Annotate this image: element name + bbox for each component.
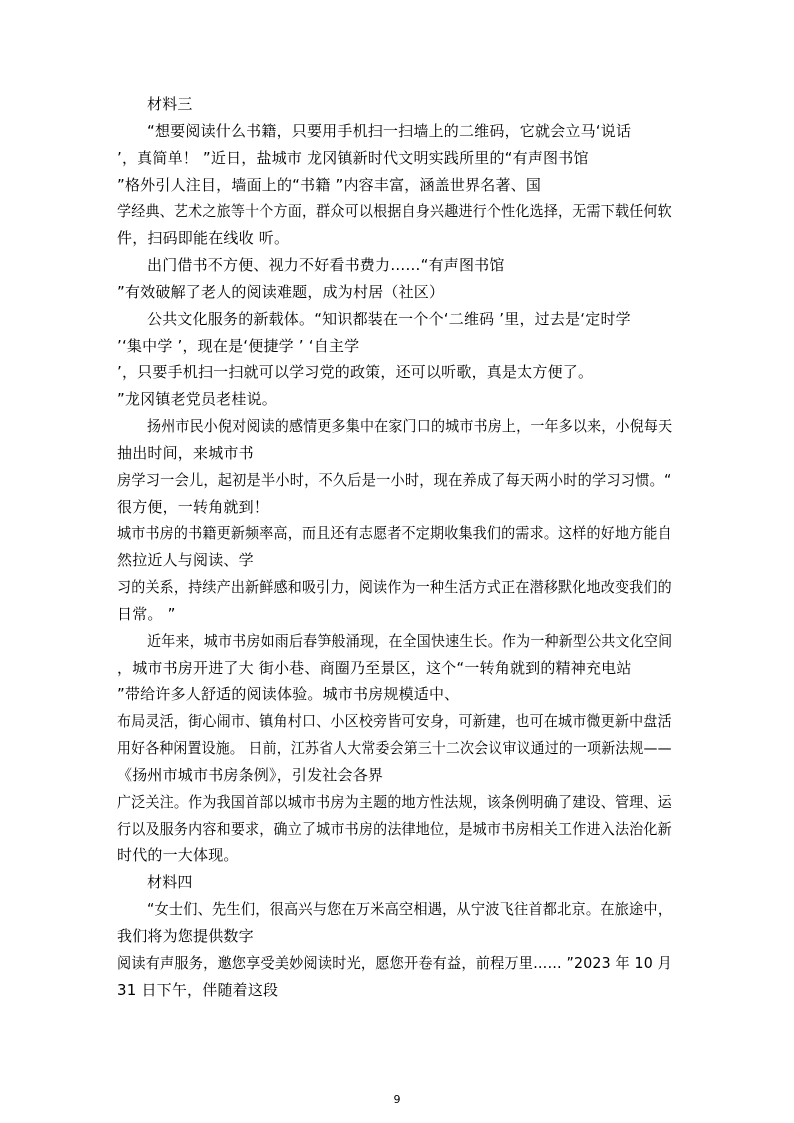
text-line: 近年来，城市书房如雨后春笋般涌现，在全国快速生长。作为一种新型公共文化空间 [147,632,673,650]
text-line: 31 日下午，伴随着这段 [117,981,279,999]
text-line: ”带给许多人舒适的阅读体验。城市书房规模适中、 [117,685,460,703]
page-number: 9 [393,1093,401,1106]
text-line: 件，扫码即能在线收 听。 [117,229,290,247]
text-line: 很方便，一转角就到！ [117,498,270,516]
text-line: ’，真简单！ ”近日，盐城市 龙冈镇新时代文明实践所里的“有声图书馆 [117,149,589,167]
text-line: 阅读有声服务，邀您享受美妙阅读时光，愿您开卷有益，前程万里…… ”2023 年 10 月 [117,954,672,972]
text-line: ”格外引人注目，墙面上的“书籍 ”内容丰富，涵盖世界名著、国 [117,176,542,194]
text-line: “女士们、先生们，很高兴与您在万米高空相遇，从宁波飞往首都北京。在旅途中， [147,900,673,918]
text-line: 我们将为您提供数字 [117,927,254,945]
text-line: 扬州市民小倪对阅读的感情更多集中在家门口的城市书房上，一年多以来，小倪每天 [147,417,673,435]
text-line: “想要阅读什么书籍，只要用手机扫一扫墙上的二维码，它就会立马‘说话 [147,122,632,140]
text-line: 公共文化服务的新载体。“知识都装在一个个‘二维码 ’里，过去是‘定时学 [147,310,631,328]
text-line: 抽出时间，来城市书 [117,444,254,462]
text-line: 房学习一会儿，起初是半小时，不久后是一小时，现在养成了每天两小时的学习习惯。“ [117,471,672,489]
text-line: 时代的一大体现。 [117,846,239,864]
text-line: 日常。 ” [117,605,176,623]
text-line: 布局灵活，街心闹市、镇角村口、小区校旁皆可安身，可新建，也可在城市微更新中盘活 [117,712,672,730]
text-line: 出门借书不方便、视力不好看书费力……“有声图书馆 [147,256,505,274]
text-line: ’，只要手机扫一扫就可以学习党的政策，还可以听歌，真是太方便了。 [117,363,594,381]
text-line: ”龙冈镇老党员老桂说。 [117,390,277,408]
text-line: 广泛关注。作为我国首部以城市书房为主题的地方性法规，该条例明确了建设、管理、运 [117,793,672,811]
text-line: 材料三 [147,95,193,113]
text-line: 习的关系，持续产出新鲜感和吸引力，阅读作为一种生活方式正在潜移默化地改变我们的 [117,578,672,596]
text-line: ’‘集中学 ’，现在是‘便捷学 ’ ‘自主学 [117,337,360,355]
text-line: 《扬州市城市书房条例》，引发社会各界 [117,766,384,784]
text-line: 用好各种闲置设施。 日前，江苏省人大常委会第三十二次会议审议通过的一项新法规—— [117,739,672,757]
text-line: 行以及服务内容和要求，确立了城市书房的法律地位，是城市书房相关工作进入法治化新 [117,820,672,838]
text-line: 学经典、艺术之旅等十个方面，群众可以根据自身兴趣进行个性化选择，无需下载任何软 [117,202,672,220]
text-line: ”有效破解了老人的阅读难题，成为村居（社区） [117,283,445,301]
text-line: 然拉近人与阅读、学 [117,551,254,569]
text-line: 城市书房的书籍更新频率高，而且还有志愿者不定期收集我们的需求。这样的好地方能自 [117,524,672,542]
text-line: ，城市书房开进了大 街小巷、商圈乃至景区，这个“一转角就到的精神充电站 [117,659,632,677]
text-line: 材料四 [147,873,193,891]
